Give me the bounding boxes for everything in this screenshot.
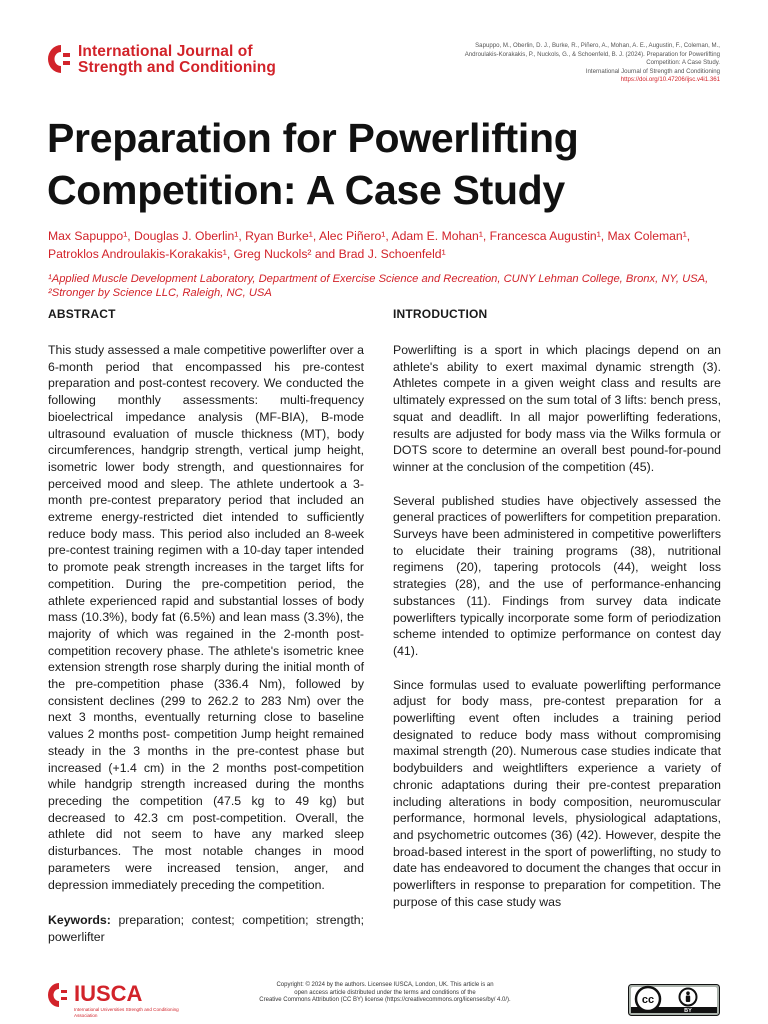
- keywords: [48, 912, 364, 945]
- license-line: open access article distributed under the terms and conditions of the: [294, 989, 476, 996]
- affiliations: ¹Applied Muscle Development Laboratory, Department of Exercise Science and Recreation, CUNY Lehman College, Bronx, NY, USA, ²Stronger by Science LLC, Raleigh, NC, USA: [48, 273, 709, 299]
- license-line: Creative Commons Attribution (CC BY) license (https://creativecommons.org/licenses/by/ 4.0/).: [259, 997, 511, 1004]
- doi-link[interactable]: https://doi.org/10.47206/ijsc.v4i1.361: [620, 76, 720, 84]
- introduction-section: [393, 306, 721, 928]
- iusca-wordmark: IUSCA: [74, 981, 143, 1006]
- abstract-heading: ABSTRACT: [48, 307, 116, 321]
- citation-line: Competition: A Case Study.: [646, 59, 720, 67]
- author-list: Max Sapuppo¹, Douglas J. Oberlin¹, Ryan Burke¹, Alec Piñero¹, Adam E. Mohan¹, Francesca Augustin¹, Max Coleman¹, Patroklos Androulakis-Korakakis¹, Greg Nuckols² and Brad J. Schoenfeld¹: [48, 229, 691, 261]
- journal-name-line1: International Journal of: [78, 43, 253, 60]
- keywords-list: preparation; contest; competition; strength; powerlifter: [48, 913, 364, 944]
- cc-icon-label: cc: [641, 994, 655, 1006]
- journal-name: [78, 44, 276, 75]
- citation-line: International Journal of Strength and Conditioning: [585, 67, 720, 75]
- intro-paragraph: Several published studies have objectively assessed the general practices of powerlifters for competition preparation. Surveys have been administered in competitive powerlifters to elucidate their training programs (38), nutritional regimens (20), tapering protocols (44), weight loss strategies (28), and the use of performance-enhancing substances (11). Findings from survey data indicate powerlifters typically incorporate some form of periodization scheme intended to optimize performance on contest day (41).: [393, 493, 721, 658]
- by-label: BY: [684, 1008, 692, 1014]
- citation-block: [420, 42, 720, 85]
- intro-paragraph: Powerlifting is a sport in which placings depend on an athlete's ability to exert maximal dynamic strength (3). Athletes compete in a given weight class and results are ultimately expressed on the sum total of 3 lifts: bench press, squat and deadlift. In all major powerlifting federations, results are adjusted for body mass via the Wilks formula or DOTS score to determine an overall best pound-for-pound winner at the conclusion of the competition (45).: [393, 343, 721, 474]
- citation-line: Sapuppo, M., Oberlin, D. J., Burke, R., Piñero, A., Mohan, A. E., Augustin, F., Coleman, M.,: [475, 42, 720, 49]
- keywords-label: Keywords:: [48, 913, 111, 928]
- cc-by-license-badge[interactable]: [628, 984, 720, 1016]
- introduction-heading: INTRODUCTION: [393, 307, 488, 321]
- article-title: Preparation for Powerlifting Competition: A Case Study: [47, 115, 579, 213]
- journal-logo-icon: [48, 44, 74, 74]
- abstract-text: This study assessed a male competitive powerlifter over a 6-month period that encompassed his pre-contest preparation and post-contest recovery. We conducted the following monthly assessments: multi-frequency bioelectrical impedance analysis (MF-BIA), B-mode ultrasound evaluation of muscle thickness (MT), body circumferences, handgrip strength, vertical jump height, isometric lower body strength, and questionnaires for perceived mood and sleep. The athlete undertook a 3-month pre-contest preparatory period that included an extreme energy-restricted diet intended to sufficiently reduce body mass. This period also included an 8-week pre-contest training regimen with a 10-day taper intended to promote peak strength increases in the target lifts for competition. During the pre-competition period, the athlete experienced rapid and substantial losses of body mass (10.3%), body fat (6.5%) and lean mass (3.3%), the majority of which was regained in the 2-month post-competition recovery phase. The athlete's isometric knee extension strength rose sharply during the initial month of the pre-competition phase (336.4 Nm), followed by consistent declines (299 to 262.2 to 283 Nm) over the next 3 months, eventually returning close to baseline values 2 months post- competition Jump height remained steady in the 3 months in the pre-contest phase but increased (+1.4 cm) in the 2 months post-competition while handgrip strength increased during the months preceding the competition (47.5 kg to 49 kg) but decreased to 42.3 cm post-competition. Overall, the athlete did not seem to have any marked sleep disturbances. The most notable changes in mood parameters were increased tension, anger, and depression immediately preceding the competition.: [48, 343, 364, 892]
- license-notice: [240, 982, 530, 1005]
- iusca-fullname: International Universities Strength and Conditioning Association: [74, 1007, 179, 1018]
- iusca-logo: [48, 982, 180, 1022]
- journal-name-line2: Strength and Conditioning: [78, 58, 276, 76]
- intro-paragraph: Since formulas used to evaluate powerlifting performance adjust for body mass, pre-contest preparation for a powerlifting event often includes a training period designated to reduce body mass without compromising maximal strength (20). Numerous case studies indicate that bodybuilders and weightlifters experience a variety of chronic adaptations during their pre-contest preparation including alterations in body composition, neuromuscular performance, hormonal levels, physiological adaptations, and psychometric outcomes (36) (42). However, despite the broad-based interest in the sport of powerlifting, no study to date has endeavored to document the changes that occur in powerlifters in response to preparation for competition. The purpose of this case study was: [393, 677, 721, 909]
- iusca-mark-icon: [48, 982, 70, 1008]
- license-line: Copyright: © 2024 by the authors. Licensee IUSCA, London, UK. This article is an: [276, 982, 494, 988]
- abstract-section: [48, 306, 364, 946]
- citation-line: Androulakis-Korakakis, P., Nuckols, G., & Schoenfeld, B. J. (2024). Preparation for Powerlifting: [464, 50, 720, 58]
